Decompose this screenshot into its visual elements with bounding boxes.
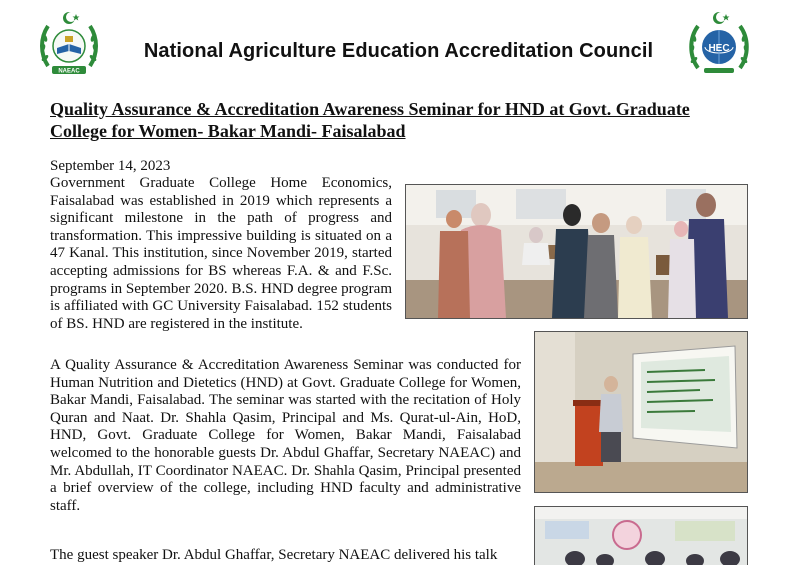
headline-line-1: Quality Assurance & Accreditation Awareness Seminar for HND at Govt. Graduate <box>50 99 690 119</box>
paragraph-guest-speaker: The guest speaker Dr. Abdul Ghaffar, Secretary NAEAC delivered his talk <box>50 547 498 563</box>
audience-photo <box>534 506 748 565</box>
group-photo <box>405 184 748 319</box>
hec-logo-caption: HEC <box>708 43 730 54</box>
hec-logo-icon <box>688 8 750 78</box>
org-title: National Agriculture Education Accreditation Council <box>143 40 654 62</box>
article-headline <box>50 98 750 142</box>
headline-line-2: College for Women- Bakar Mandi- Faisalabad <box>50 121 406 141</box>
paragraph-seminar: A Quality Assurance & Accreditation Awareness Seminar was conducted for Human Nutrition and Dietetics (HND) at Govt. Graduate College for Women, Bakar Mandi, Faisalabad. The seminar was started with the recitation of Holy Quran and Naat. Dr. Shahla Qasim, Principal and Ms. Qurat-ul-Ain, HoD, HND, Govt. Graduate College for Women, Bakar Mandi, Faisalabad welcomed to the honorable guests Dr. Abdul Ghaffar, Secretary NAEAC) and Mr. Abdullah, IT Coordinator NAEAC. Dr. Shahla Qasim, Principal presented a brief overview of the college, including HND faculty and administrative staff. <box>50 357 521 514</box>
article-date: September 14, 2023 <box>50 158 171 174</box>
hec-logo <box>688 8 750 78</box>
naeac-logo-caption: NAEAC <box>58 68 80 75</box>
paragraph-intro: Government Graduate College Home Economics, Faisalabad was established in 2019 which represents a significant milestone in the path of progress and transformation. This impressive building is situated on a 47 Kanal. This institution, since November 2019, started accepting admissions for BS whereas F.A. & and F.Sc. programs in September 2020. B.S. HND degree program is affiliated with GC University Faisalabad. 152 students of BS. HND are registered in the institute. <box>50 175 392 332</box>
presentation-photo <box>534 331 748 493</box>
